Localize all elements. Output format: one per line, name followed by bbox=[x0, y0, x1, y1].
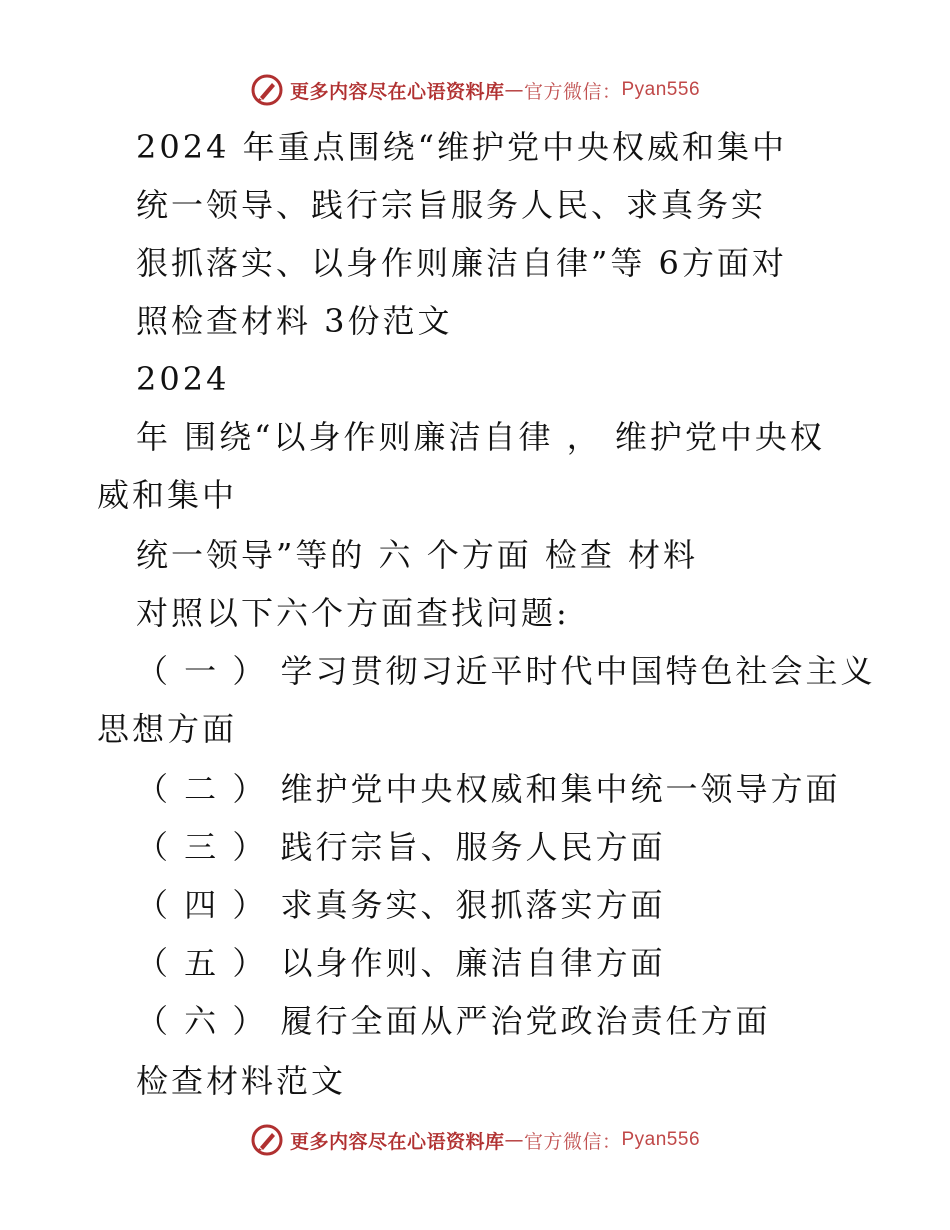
title-line-1: 2024 年重点围绕“维护党中央权威和集中 bbox=[136, 128, 787, 166]
banner-wechat-id: Pyan556 bbox=[621, 79, 701, 100]
list-item-1: （ 一 ） 学习贯彻习近平时代中国特色社会主义 bbox=[136, 652, 876, 690]
title-line-3: 狠抓落实、以身作则廉洁自律”等 6方面对 bbox=[136, 244, 787, 282]
intro-line: 对照以下六个方面查找问题: bbox=[136, 594, 570, 632]
footer-banner bbox=[0, 1120, 950, 1160]
list-item-6: （ 六 ） 履行全面从严治党政治责任方面 bbox=[136, 1002, 771, 1040]
banner-wechat-label: 官方微信： bbox=[523, 80, 622, 103]
subtitle-line-3: 统一领导”等的 六 个方面 检查 材料 bbox=[136, 536, 699, 574]
section-heading: 检查材料范文 bbox=[136, 1062, 347, 1100]
list-item-3: （ 三 ） 践行宗旨、服务人民方面 bbox=[136, 828, 666, 866]
banner-main-text: 更多内容尽在心语资料库 bbox=[289, 1130, 505, 1153]
banner-separator: — bbox=[504, 79, 524, 101]
title-line-4: 照检查材料 3份范文 bbox=[136, 302, 453, 340]
year-line: 2024 bbox=[136, 360, 230, 398]
subtitle-line-2: 威和集中 bbox=[97, 476, 238, 514]
banner-separator: — bbox=[504, 1129, 524, 1151]
pen-logo-icon bbox=[250, 1123, 284, 1157]
title-line-2: 统一领导、践行宗旨服务人民、求真务实 bbox=[136, 186, 767, 224]
banner-wechat-id: Pyan556 bbox=[621, 1129, 701, 1150]
subtitle-line-1: 年 围绕“以身作则廉洁自律 ， 维护党中央权 bbox=[136, 418, 825, 456]
list-item-4: （ 四 ） 求真务实、狠抓落实方面 bbox=[136, 886, 666, 924]
banner-wechat-label: 官方微信： bbox=[523, 1130, 622, 1153]
banner-main-text: 更多内容尽在心语资料库 bbox=[289, 80, 505, 103]
list-item-1-continued: 思想方面 bbox=[97, 710, 238, 748]
pen-logo-icon bbox=[250, 73, 284, 107]
header-banner bbox=[0, 70, 950, 110]
list-item-2: （ 二 ） 维护党中央权威和集中统一领导方面 bbox=[136, 770, 841, 808]
list-item-5: （ 五 ） 以身作则、廉洁自律方面 bbox=[136, 944, 666, 982]
